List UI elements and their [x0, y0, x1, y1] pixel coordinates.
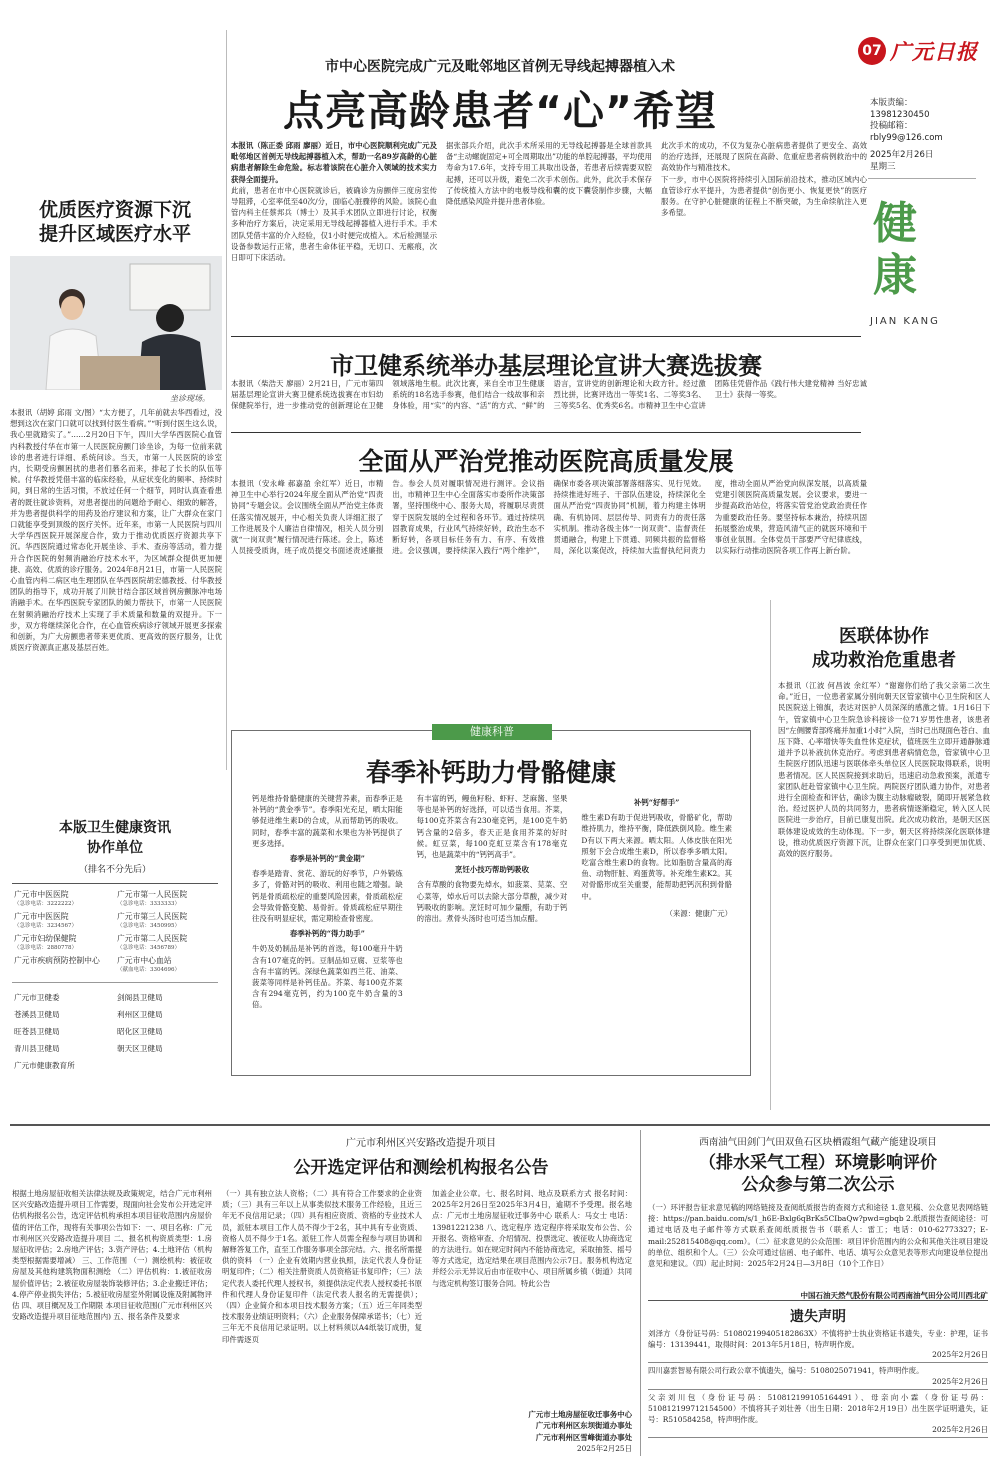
story2-text: 本报讯（柴浩天 廖丽）2月21日，广元市第四届基层理论宣讲大赛卫健系统选拔赛在市妇幼保健院举行，进一步推动党的创新理论在卫健领域落地生根。此次比赛，来自全市卫生健康系统的18名选手参赛，他们结合一线故事和亲身体验，用“实”的内容、“活”的方式、“鲜”的语言，宣讲党的创新理论和大政方针。经过激烈比拼，比赛评选出一等奖1名、二等奖3名、三等奖5名、优秀奖6名。市精神卫生中心宣讲团陈佳凭借作品《践行伟大建党精神 当好忠诚卫士》获得一等奖。: [231, 379, 867, 411]
bureau-item: 广元市卫健委: [14, 993, 60, 1002]
lead-para-2: 此前，患者在市中心医院就诊后，被确诊为房颤伴三度房室传导阻滞，心室率低至40次/分，面临心脏骤停的风险。该院心血管内科主任蔡邦兵（博士）及其手术团队立即进行讨论，权衡多种治疗方案后，决定采用无导线起搏器植入进行手术。手术团队凭借丰富的介入经验，仅1小时便完成植入。术后检测显示设备参数运行正常，患者生命体征平稳，无切口、无瘢痕，次日即可下床活动。: [231, 185, 437, 263]
paper-logo: 广元日报: [890, 39, 978, 64]
science-box: [231, 725, 751, 1076]
notice2-headline: [648, 1152, 988, 1196]
hospital-name: 广元市疾病预防控制中心: [14, 956, 100, 965]
science-sub1: 春季是补钙的“黄金期”: [289, 854, 365, 864]
bureau-item: 剑阁县卫健局: [117, 993, 163, 1002]
lost-title: 遗失声明: [790, 1309, 846, 1325]
story3-text: 本报讯（安永峰 郝嘉盈 余红军）近日，市精神卫生中心举行2024年度全面从严治党“四责协同”专题会议。会议围绕全面从严治党主体责任落实情况展开，中心相关负责人详细汇报了工作进展及个人廉洁自律情况，相关人员分别就“一岗双责”履行情况进行陈述。会上，陈述人员接受质询，班子成员提交书面述责述廉报告。参会人员对履职情况进行测评。会议指出，市精神卫生中心全面落实市委所作决策部署，坚持围绕中心、服务大局，将履职尽责贯穿于医院发展的全过程和各环节。通过持续巩固教育成果，行业风气持续好转，政治生态不断好转，各项目标任务有力、有序、有效推进。会议强调，要持续深入践行“两个维护”，确保市委各项决策部署落细落实、见行见效。持续推进好班子、干部队伍建设，持续深化全面从严治党“四责协同”机制，着力构建主体明确、有机协同、层层传导、同责有力的责任落实机制。推动各级主体“一岗双责”、监督责任贯通融合，构建上下贯通、同频共振的监督格局，深化以案促改，持续加大监督执纪问责力度，推动全面从严治党向纵深发展，以高质量党建引领医院高质量发展。会议要求，要进一步提高政治站位，将落实管党治党政治责任作为重要政治任务。要坚持标本兼治，持续巩固拓展整治成果，营造风清气正的就医环境和干事创业氛围。全体党员干部要严守纪律底线，以实际行动推动医院各项工作再上新台阶。: [231, 479, 867, 556]
lead-para-5: 下一步，市中心医院将持续引入国际前沿技术，推动区域内心血管诊疗水平提升，为患者提供“创伤更小、恢复更快”的医疗服务。在守护心脏健康的征程上不断突破，为生命续航注入更多希望。: [661, 174, 867, 218]
hospital-item: [117, 934, 216, 952]
weekday: 星期三: [870, 161, 896, 172]
hospital-phone: （急诊电话：3450995）: [117, 923, 180, 929]
issue-date: 2025年2月26日: [870, 150, 934, 160]
lost-item: [648, 1363, 988, 1389]
hospital-list: [10, 890, 220, 974]
lost-item-date: 2025年2月26日: [932, 1425, 988, 1435]
notice1-headline: 公开选定评估和测绘机构报名公告: [293, 1158, 549, 1178]
right-headline-line-1: 医联体协作: [839, 626, 929, 647]
notice2-kicker: 西南油气田剑门气田双鱼石区块栖霞组气藏产能建设项目: [699, 1137, 937, 1148]
bureau-item: 朝天区卫健局: [117, 1044, 163, 1053]
editor-phone: 13981230450: [870, 109, 930, 120]
story2-headline: 市卫健系统举办基层理论宣讲大赛选拔赛: [330, 352, 762, 380]
photo-caption: 坐诊现场。: [170, 394, 210, 403]
lost-item: [648, 1326, 988, 1363]
science-columns: [252, 793, 732, 1071]
bureau-item: 广元市健康教育所: [14, 1061, 75, 1070]
lead-col-3: [661, 140, 867, 330]
editor-label: 本版责编：: [870, 98, 913, 108]
lost-item-text: 刘泽方（身份证号码：510802199405182863X）不慎将护士执业资格证书遗失，专业：护理，证书编号：13139441，取得时间：2013年5月18日，特声明作废。: [648, 1329, 988, 1350]
science-intro: 钙是维持骨骼健康的关键营养素，而春季正是补钙的“黄金季节”。春季阳光充足，晒太阳能够促进维生素D的合成，从而帮助钙的吸收。同时，春季丰富的蔬菜和水果也为补钙提供了更多选择。: [252, 794, 403, 848]
masthead-info: [870, 98, 980, 173]
hospital-item: [14, 956, 113, 974]
lead-body: [231, 140, 867, 340]
science-headline: 春季补钙助力骨骼健康: [365, 758, 616, 787]
lost-item-date: 2025年2月26日: [932, 1376, 988, 1386]
hospital-name: 广元市第一人民医院: [117, 890, 188, 899]
right-headline-line-2: 成功救治危重患者: [812, 650, 956, 671]
hospital-item: [14, 934, 113, 952]
notice1-signer: 广元市土地房屋征收迁事务中心: [528, 1410, 632, 1420]
notice2-body: （一）环评报告征求意见稿的网络链接及查阅纸质报告的查阅方式和途径 1.意见稿、公众意见表网络链接：https://pan.baidu.com/s/1_h6E-Bxlg6qBrKs5CIbaQw?pwd=gbqb 2.纸质报告查阅途径：可通过电话及电子邮件等方式联系查阅纸质报告书（联系人：雷工；电话：010-62773327；E-mail:252815408@qq.com）。（二）征求意见的公众范围：项目评价范围内的公众和其他关注项目建设的单位、组织和个人。（三）公众可通过信函、电子邮件、电话、填写公众意见表等形式向建设单位提出意见和建议。（四）起止时间：2025年2月24日—3月8日（10个工作日）: [648, 1203, 988, 1269]
science-sub1-body: 春季是踏青、赏花、游玩的好季节，户外锻炼多了，骨骼对钙的吸收、利用也随之增强。缺钙是骨质疏松症的重要风险因素，骨质疏松症会导致骨骼变脆、易骨折。骨质疏松症早期往往没有明显症状，需定期检查骨密度。: [252, 869, 403, 924]
lost-item-text: 四川嘉雲智易有限公司行政公章不慎遗失，编号：5108025071941，特声明作废。: [648, 1366, 924, 1376]
units-title: [10, 818, 220, 858]
notice1-signer: 广元市利州区东坝街道办事处: [535, 1421, 632, 1431]
right-body: 本报讯（江波 何昌波 余红军）“谢谢你们给了我父亲第二次生命。”近日，一位患者家属分别向朝天区管家镇中心卫生院和区人民医院送上锦旗，表达对医护人员深深的感激之情。1月16日下午，管家镇中心卫生院急诊科接诊一位71岁男性患者，该患者因“左侧腰背部疼痛并加重1小时”入院，当时已出现面色苍白、血压下降、心率增快等失血性休克症状，值班医生立即开通静脉通道并予以补液抗休克治疗。考虑到患者病情危急，管家镇中心卫生院医疗团队迅速与医联体牵头单位区人民医院取得联系，说明患者情况。区人民医院接到求助后，迅速启动急救预案，派遣专家团队赶赴管家镇中心卫生院。两院医疗团队通力协作，对患者进行全面检查和评估，确诊为腹主动脉瘤破裂，随即开展紧急救治。经过医护人员的共同努力，患者病情逐渐稳定，转入区人民医院进一步治疗，目前已康复出院。此次成功救治，是朝天区医联体建设成效的生动体现。下一步，朝天区将持续深化医联体建设，推动优质医疗资源下沉，让群众在家门口享受到更加优质、高效的医疗服务。: [778, 681, 990, 859]
lost-item-date: 2025年2月26日: [932, 1350, 988, 1360]
bureau-item: 旺苍县卫健局: [14, 1027, 60, 1036]
hospital-phone: （献血电话：3304696）: [117, 967, 180, 973]
science-col-1: [252, 793, 403, 1071]
story2-body: [231, 378, 867, 434]
left-photo: [10, 256, 222, 390]
notice1-col-3: [432, 1188, 632, 1454]
left-headline-line-2: 提升区域医疗水平: [38, 223, 191, 245]
hospital-item: [117, 956, 216, 974]
hospital-name: 广元市中心血站: [117, 956, 172, 965]
science-sub3: 烹饪小技巧帮助钙吸收: [455, 865, 529, 875]
notice1-body: [12, 1188, 632, 1454]
photo-illustration: [10, 256, 222, 390]
lead-headline: 点亮高龄患者“心”希望: [283, 87, 717, 135]
notice1-kicker: 广元市利州区兴安路改造提升项目: [346, 1138, 496, 1149]
notice1-col-1: 根据土地房屋征收相关法律法规及政策规定，结合广元市利州区兴安路改造提升项目工作需要，现面向社会发布公开选定评估机构报名公告，选定评估机构承担本项目征收范围内房屋价值的评估工作，现将有关事项公告如下：一、项目名称：广元市利州区兴安路改造提升项目 二、报名机构资质类型：1.房屋征收评估；2.房地产评估；3.资产评估；4.土地评估（机构类型根据需要增减） 三、工作范围 （一）测绘机构：被征收房屋及其他构建筑物面积测绘 （二）评估机构：1.被征收房屋价值评估；2.被征收房屋装饰装修评估；3.企业搬迁评估；4.停产停业损失评估；5.被征收房屋室外附属设施及附属物评估 四、项目概况及工作期限 本项目征收范围(广元市利州区兴安路改造提升项目征地范围内) 五、报名条件及要求: [12, 1189, 212, 1322]
story3-headline: 全面从严治党推动医院高质量发展: [358, 447, 734, 476]
lead-para-4: 此次手术的成功，不仅为复杂心脏病患者提供了更安全、高效的治疗选择，还展现了医院在高龄、危重症患者病例救治中的高效协作与精准技术。: [661, 141, 867, 173]
hospital-name: 广元市中医医院: [14, 890, 69, 899]
hospital-name: 广元市妇幼保健院: [14, 934, 77, 943]
hospital-phone: （急诊电话：3234567）: [14, 923, 77, 929]
notice1-signers: [432, 1409, 632, 1443]
hospital-name: 广元市第三人民医院: [117, 912, 188, 921]
science-sub3-body: 含有草酸的食物要先焯水，如菠菜、苋菜、空心菜等，焯水后可以去除大部分草酸，减少对钙吸收的影响。烹饪时可加少量醋，有助于钙的溶出。煮骨头汤时也可适当加点醋。: [416, 880, 568, 924]
hospital-item: [14, 890, 113, 908]
units-box: [10, 818, 220, 1118]
email: rbly99@126.com: [870, 132, 943, 143]
units-note: （排名不分先后）: [78, 865, 151, 875]
science-sub4: 补钙“好帮手”: [633, 798, 680, 807]
email-label: 投稿邮箱：: [870, 121, 913, 131]
hospital-phone: （急诊电话：3222222）: [14, 901, 77, 907]
masthead: [858, 36, 988, 66]
page-number-badge: 07: [858, 37, 886, 65]
bureau-item: 利州区卫健局: [117, 1010, 163, 1019]
lead-para-1: 本报讯（陈正委 邱雨 廖丽）近日，市中心医院顺利完成广元及毗邻地区首例无导线起搏器植入术，帮助一名89岁高龄的心脏病患者解除生命危险。标志着该院在心脏介入领域的技术实力获得全面提升。: [231, 141, 437, 184]
notice1-col-2: （一）具有独立法人资格；（二）具有符合工作要求的企业资质；（三）具有三年以上从事类似技术服务工作经验，且近三年无不良信用记录；（四）具有相应资质、资格的专业技术人员，派驻本项目工作人员不得少于2名，其中具有专业资质、资格人员不得少于1名。派驻工作人员需全程参与项目协调和解释答复工作，直至工作服务事项全部完结。六、报名所需提供的资料 （一）企业有效期内营业执照，法定代表人身份证明复印件；（二）相关注册资质人员资格证书复印件；（三）法定代表人委托代理人授权书，须提供法定代表人授权委托书原件和代理人身份证复印件（法定代表人报名的无需提供）；（四）企业简介和本项目技术服务方案；（五）近三年同类型技术服务业绩证明资料；（六）企业服务保障承诺书；（七）近三年无不良信用记录证明。以上材料须以A4纸装订成册，复印件需逐页: [222, 1189, 422, 1344]
hospital-phone: （急诊电话：2880778）: [14, 945, 77, 951]
left-headline-line-1: 优质医疗资源下沉: [38, 199, 191, 221]
left-body: 本报讯（胡婷 邱雨 文/图）“太方便了，几年前就去华西看过，没想到这次在家门口就可以找到付医生看病。”“听到付医生这么说，我心里就踏实了。”……2月20日下午，四川大学华西医院心血管内科教授付华在市第一人民医院房颤门诊坐诊，为每一位前来就诊的患者进行详细、系统问诊。当天，市第一人民医院的诊室内，长期受房颤困扰的患者们慕名而来，排起了长长的队伍等候。付华教授凭借丰富的临床经验，从症状变化的频率、持续时间，到日常的生活习惯，不放过任何一个细节，同时认真查看患者的既往就诊资料，对患者提出的问题给予耐心、细致的解答，并为患者提供科学的用药及治疗建议和方案，让广大群众在家门口就能享受到顶级的医疗关怀。近年来，市第一人民医院与四川大学华西医院开展深度合作，致力于推动优质医疗资源共享下沉。华西医院通过常态化开展坐诊、手术、查房等活动，着力提升合作医院的射频消融治疗技术水平，为区域群众提供更加便捷、高效、优质的诊疗服务。2024年8月21日，市第一人民医院心血管内科二病区电生理团队在华西医院胡宏德教授、付华教授团队的指导下，成功开展了川陕甘结合部区域首例房颤脉冲电场消融手术。在华西医院专家团队的倾力帮扶下，市第一人民医院在射频消融治疗技术上实现了手术质量和数量的双提升。下一步，双方将继续深化合作，在心血管疾病诊疗领域开展更多探索和创新，为广大房颤患者带来更优质、更高效的医疗服务，让优质医疗资源真正惠及基层百姓。: [10, 408, 222, 653]
section-pinyin: JIAN KANG: [870, 316, 940, 327]
science-col-2: [417, 793, 568, 1071]
notice1-signer: 广元市利州区雪峰街道办事处: [535, 1432, 632, 1442]
notice1: [231, 1134, 611, 1178]
notice2-headline-line-2: 公众参与第二次公示: [741, 1175, 895, 1195]
science-tag: 健康科普: [432, 724, 552, 740]
lost-item: [648, 1390, 988, 1439]
story3-body: [231, 478, 867, 718]
lost-item-text: 父亲刘川包（身份证号码：510812199105164491）、母亲向小霖（身份证号码：510812199712154500）不慎将其子刘壮善（出生日期：2018年2月19日）出生医学证明遗失，证号：R510584258，特声明作废。: [648, 1392, 988, 1425]
science-sub2-body: 牛奶及奶制品是补钙的首选，每100毫升牛奶含有107毫克的钙。豆制品如豆腐、豆浆等也含有丰富的钙。深绿色蔬菜如西兰花、油菜、菠菜等同样是补钙佳品。芥菜、每100克芥菜含有294毫克钙，约为100克牛奶含量的3倍。: [252, 944, 403, 1010]
science-mid: 有丰富的钙，鳗鱼籽粉、虾籽、芝麻酱、坚果等也是补钙的好选择，可以适当食用。芥菜，每100克芥菜含有230毫克钙，是100克牛奶钙含量的2倍多，春天正是食用芥菜的好时候。虹豆菜，每100克虹豆菜含有178毫克钙，也是蔬菜中的“钙钙高手”。: [416, 794, 568, 860]
notice2-signer: 中国石油天然气股份有限公司西南油气田分公司川西北矿: [800, 1291, 988, 1300]
lead-para-3: 据张部兵介绍，此次手术所采用的无导线起搏器是全球首款具备“主动螺旋固定+可全周期取出”功能的单腔起搏器，平均使用寿命为17.6年，支持专用工具取出设备，若患者后续需要双腔起搏，还可以升级，避免二次手术创伤。此外，此次手术保存了传统植入方法中的电极导线和囊的皮下囊袋制作步骤，大幅降低感染风险并提升患者体验。: [446, 141, 652, 207]
hospital-item: [117, 890, 216, 908]
bureau-item: 青川县卫健局: [14, 1044, 60, 1053]
lead-col-1: [231, 140, 437, 330]
right-headline: [778, 625, 990, 673]
hospital-phone: （急诊电话：3333333）: [117, 901, 180, 907]
section-title: [873, 198, 933, 302]
lead-kicker: 市中心医院完成广元及毗邻地区首例无导线起搏器植入术: [325, 59, 675, 75]
bureau-item: 昭化区卫健局: [117, 1027, 163, 1036]
lost-items: [648, 1326, 988, 1456]
science-sub4-body: 维生素D有助于促进钙吸收，骨骼矿化，帮助维持肌力，维持平衡，降低跌倒风险。维生素D有以下两大来源。晒太阳。人体皮肤在阳光照射下会合成维生素D，所以春季多晒太阳。吃富含维生素D的食物。比如脂肪含量高的海鱼、动物肝脏、鸡蛋黄等。补充维生素K2。其对骨骼形成至关重要，能帮助把钙沉积到骨骼中。: [581, 813, 732, 901]
science-col-3: [581, 793, 732, 1071]
notice2-headline-line-1: （排水采气工程）环境影响评价: [699, 1153, 937, 1173]
bureau-item: 苍溪县卫健局: [14, 1010, 60, 1019]
section-title-char-2: 康: [873, 250, 917, 301]
science-sub2: 春季补钙的“得力助手”: [289, 929, 365, 939]
left-headline: [10, 198, 220, 246]
lead-col-2: [446, 140, 652, 330]
hospital-item: [117, 912, 216, 930]
section-title-char-1: 健: [873, 198, 917, 249]
notice1-date: 2025年2月25日: [576, 1443, 632, 1453]
hospital-phone: （急诊电话：3456789）: [117, 945, 180, 951]
units-title-line-1: 本版卫生健康资讯: [59, 820, 171, 836]
hospital-name: 广元市第二人民医院: [117, 934, 188, 943]
notice1-col-3-text: 加盖企业公章。七、报名时间、地点及联系方式 报名时间：2025年2月26日至2025年3月4日，逾期不予受理。报名地点：广元市土地房屋征收迁事务中心 联系人：马女士 电话：13981221238 八、选定程序 选定程序将采取发布公告、公开报名、资格审查、介绍情况、投票选定、被征收人协商选定的方法进行。如在规定时间内不能协商选定，采取抽签、摇号等方式选定，选定结果在项目范围内公示7日。服务机构选定并经公示无异议后由市征收中心、项目所属乡镇（街道）共同与选定机构签订服务合同。特此公告: [432, 1189, 632, 1288]
hospital-name: 广元市中医医院: [14, 912, 69, 921]
hospital-item: [14, 912, 113, 930]
science-source: （来源：健康广元）: [665, 908, 732, 918]
notice2: [648, 1134, 988, 1301]
units-title-line-2: 协作单位: [87, 840, 143, 856]
bureau-list: [10, 989, 220, 1074]
